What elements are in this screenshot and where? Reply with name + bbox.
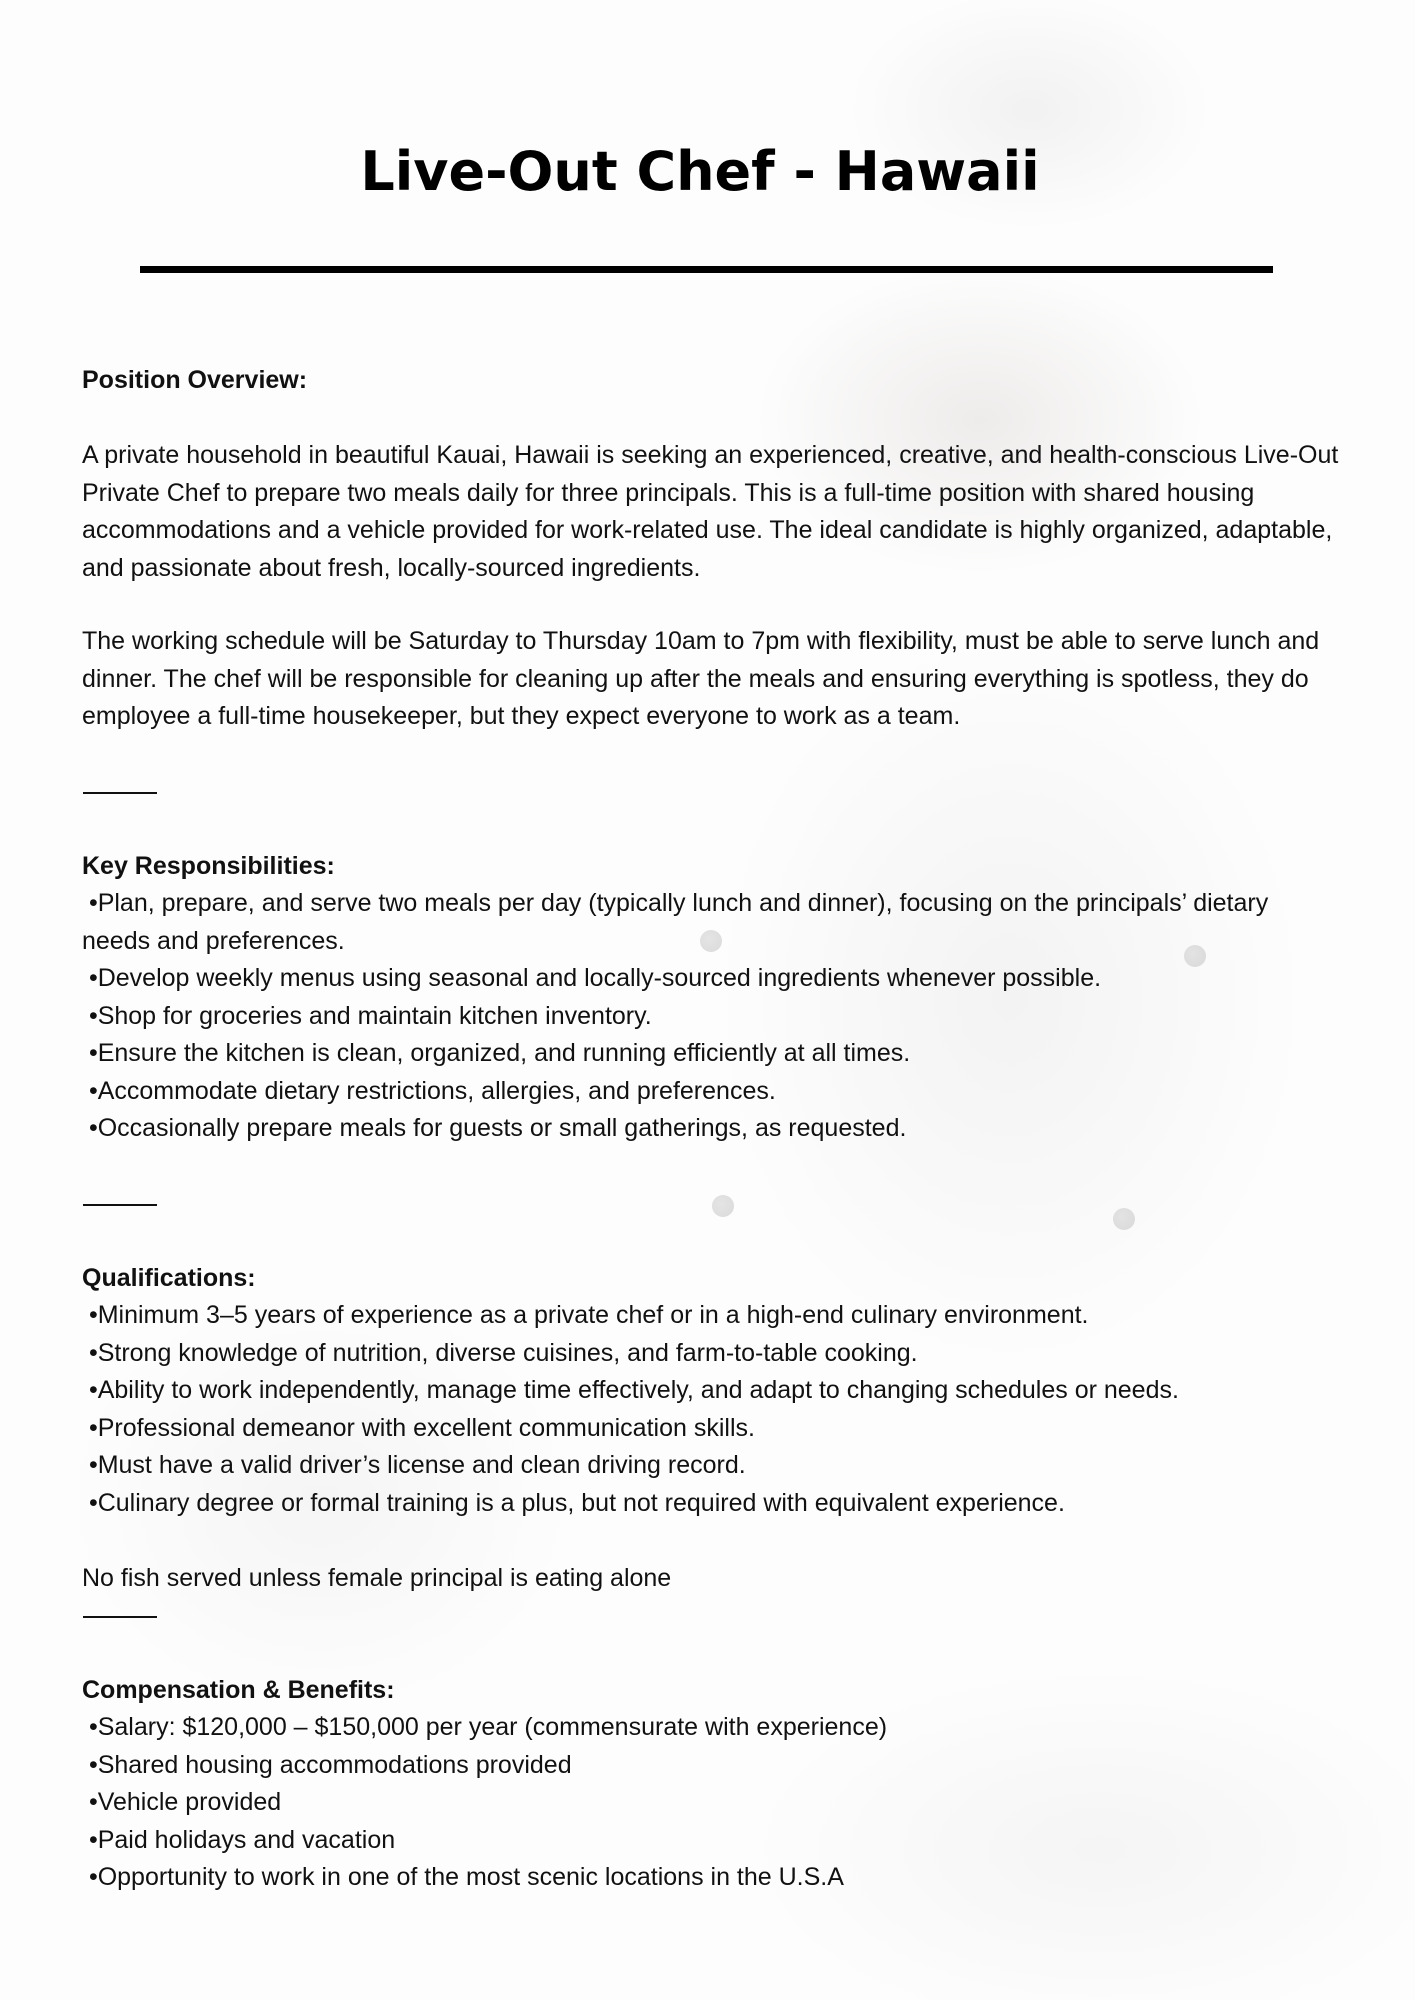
title-divider xyxy=(140,266,1273,273)
section-divider-3 xyxy=(83,1616,157,1618)
section-divider-2 xyxy=(83,1204,157,1206)
list-item: • Accommodate dietary restrictions, allergies, and preferences. xyxy=(82,1073,1342,1111)
list-item: • Salary: $120,000 – $150,000 per year (commensurate with experience) xyxy=(82,1709,1342,1747)
page-title: Live-Out Chef - Hawaii xyxy=(360,140,1040,203)
list-item: • Must have a valid driver’s license and clean driving record. xyxy=(82,1447,1342,1485)
chef-coat-button-3 xyxy=(712,1195,734,1217)
chef-coat-button-4 xyxy=(1113,1208,1135,1230)
list-item: • Professional demeanor with excellent communication skills. xyxy=(82,1410,1342,1448)
list-item: • Vehicle provided xyxy=(82,1784,1342,1822)
overview-heading: Position Overview: xyxy=(82,366,308,394)
overview-paragraph-2: The working schedule will be Saturday to Thursday 10am to 7pm with flexibility, must be able to serve lunch and dinner. The chef will be responsible for cleaning up after the meals and ensuring everything is spotless, they do employee a full-time housekeeper, but they expect everyone to work as a team. xyxy=(82,627,1320,730)
list-item: • Develop weekly menus using seasonal and locally-sourced ingredients whenever possible. xyxy=(82,960,1342,998)
list-item: • Culinary degree or formal training is a plus, but not required with equivalent experience. xyxy=(82,1485,1342,1523)
section-divider-1 xyxy=(83,792,157,794)
compensation-list xyxy=(82,1709,1342,1897)
list-item: • Shared housing accommodations provided xyxy=(82,1747,1342,1785)
compensation-heading: Compensation & Benefits: xyxy=(82,1676,395,1704)
list-item: • Occasionally prepare meals for guests or small gatherings, as requested. xyxy=(82,1110,1342,1148)
list-item: • Strong knowledge of nutrition, diverse cuisines, and farm-to-table cooking. xyxy=(82,1335,1342,1373)
qualifications-heading: Qualifications: xyxy=(82,1264,256,1292)
qualifications-note: No fish served unless female principal is eating alone xyxy=(82,1564,672,1592)
list-item: • Plan, prepare, and serve two meals per day (typically lunch and dinner), focusing on the principals’ dietary needs and preferences. xyxy=(82,885,1342,960)
responsibilities-heading: Key Responsibilities: xyxy=(82,852,335,880)
overview-paragraph-1: A private household in beautiful Kauai, Hawaii is seeking an experienced, creative, and health-conscious Live-Out Private Chef to prepare two meals daily for three principals. This is a full-time position with shared housing accommodations and a vehicle provided for work-related use. The ideal candidate is highly organized, adaptable, and passionate about fresh, locally-sourced ingredients. xyxy=(82,441,1339,582)
list-item: • Shop for groceries and maintain kitchen inventory. xyxy=(82,998,1342,1036)
list-item: • Ability to work independently, manage time effectively, and adapt to changing schedules or needs. xyxy=(82,1372,1342,1410)
list-item: • Ensure the kitchen is clean, organized, and running efficiently at all times. xyxy=(82,1035,1342,1073)
list-item: • Minimum 3–5 years of experience as a private chef or in a high-end culinary environment. xyxy=(82,1297,1342,1335)
list-item: • Opportunity to work in one of the most scenic locations in the U.S.A xyxy=(82,1859,1342,1897)
list-item: • Paid holidays and vacation xyxy=(82,1822,1342,1860)
responsibilities-list xyxy=(82,885,1342,1148)
qualifications-list xyxy=(82,1297,1342,1522)
